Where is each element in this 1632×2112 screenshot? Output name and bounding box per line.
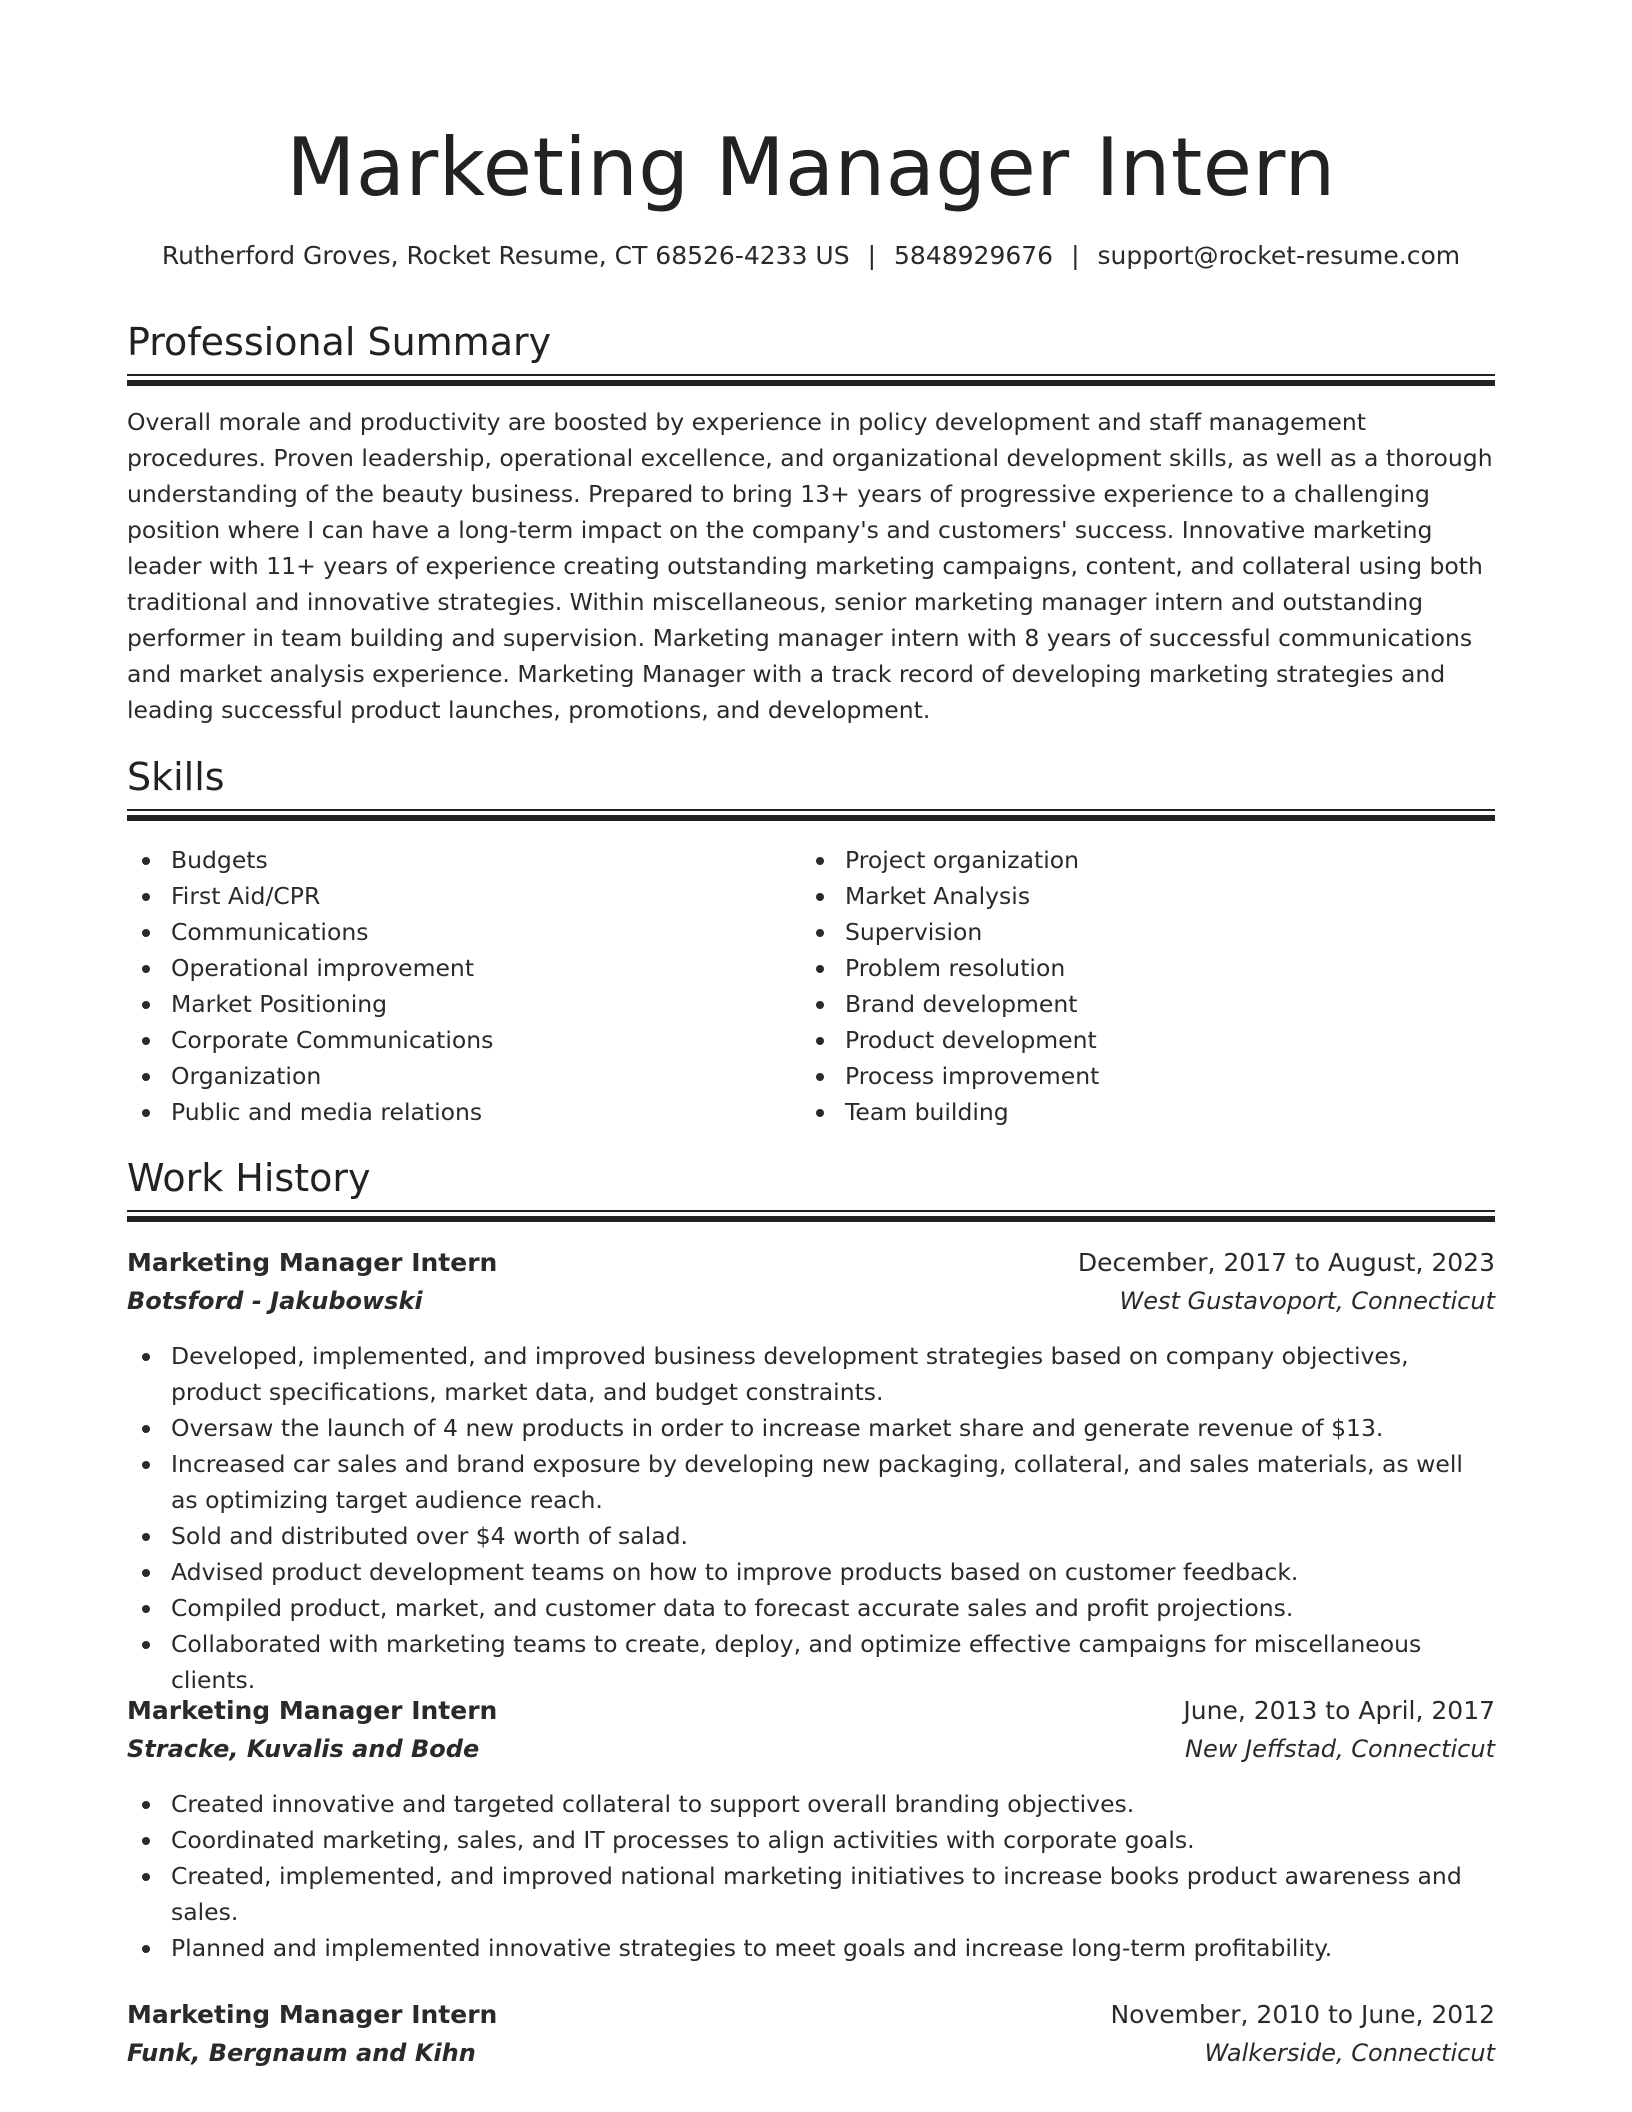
skill-item: Process improvement — [801, 1058, 1441, 1094]
skill-item: Operational improvement — [127, 950, 767, 986]
job-title: Marketing Manager Intern — [127, 2000, 498, 2029]
job-title: Marketing Manager Intern — [127, 1696, 498, 1725]
skill-item: Project organization — [801, 842, 1441, 878]
job-location: West Gustavoport, Connecticut — [1119, 1287, 1495, 1315]
skill-item: Problem resolution — [801, 950, 1441, 986]
section-heading-summary: Professional Summary — [127, 320, 552, 364]
job-header — [127, 1244, 1495, 1320]
job-bullet: Collaborated with marketing teams to create, deploy, and optimize effective campaigns for miscellaneous clients. — [127, 1626, 1495, 1698]
contact-line — [127, 238, 1495, 274]
skill-item: Organization — [127, 1058, 767, 1094]
section-divider — [127, 809, 1495, 823]
skill-item: Corporate Communications — [127, 1022, 767, 1058]
job-bullet: Advised product development teams on how to improve products based on customer feedback. — [127, 1554, 1495, 1590]
contact-separator: | — [1071, 241, 1080, 270]
job-bullet: Increased car sales and brand exposure by developing new packaging, collateral, and sales materials, as well as optimizing target audience reach. — [127, 1446, 1495, 1518]
job-location: Walkerside, Connecticut — [1204, 2039, 1495, 2067]
job-bullet: Oversaw the launch of 4 new products in order to increase market share and generate revenue of $13. — [127, 1410, 1495, 1446]
job-bullet: Created innovative and targeted collateral to support overall branding objectives. — [127, 1786, 1495, 1822]
job-bullet: Planned and implemented innovative strategies to meet goals and increase long-term profitability. — [127, 1930, 1495, 1966]
job-company: Funk, Bergnaum and Kihn — [127, 2039, 476, 2067]
resume-title: Marketing Manager Intern — [286, 121, 1336, 214]
job-header — [127, 1996, 1495, 2072]
skills-list-right — [801, 842, 1441, 1130]
job-dates: December, 2017 to August, 2023 — [1077, 1248, 1495, 1277]
contact-email[interactable]: support@rocket-resume.com — [1097, 241, 1461, 270]
job-dates: November, 2010 to June, 2012 — [1110, 2000, 1495, 2029]
job-bullet: Created, implemented, and improved national marketing initiatives to increase books product awareness and sales. — [127, 1858, 1495, 1930]
skill-item: Market Positioning — [127, 986, 767, 1022]
skill-item: Public and media relations — [127, 1094, 767, 1130]
job-bullet: Sold and distributed over $4 worth of salad. — [127, 1518, 1495, 1554]
skill-item: Team building — [801, 1094, 1441, 1130]
job-bullet: Developed, implemented, and improved business development strategies based on company objectives, product specifications, market data, and budget constraints. — [127, 1338, 1495, 1410]
skill-item: Product development — [801, 1022, 1441, 1058]
job-bullet-list — [127, 1786, 1495, 1966]
job-header — [127, 1692, 1495, 1768]
job-title: Marketing Manager Intern — [127, 1248, 498, 1277]
skills-list-left — [127, 842, 767, 1130]
job-bullet: Coordinated marketing, sales, and IT processes to align activities with corporate goals. — [127, 1822, 1495, 1858]
job-bullet-list — [127, 1338, 1495, 1698]
job-location: New Jeffstad, Connecticut — [1185, 1735, 1495, 1763]
skill-item: Brand development — [801, 986, 1441, 1022]
job-bullet: Compiled product, market, and customer data to forecast accurate sales and profit projections. — [127, 1590, 1495, 1626]
skill-item: Communications — [127, 914, 767, 950]
skill-item: Budgets — [127, 842, 767, 878]
summary-text: Overall morale and productivity are boosted by experience in policy development and staff management procedures. Proven leadership, operational excellence, and organizational development skills, as well as a thorough understanding of the beauty business. Prepared to bring 13+ years of progressive experience to a challenging position where I can have a long-term impact on the company's and customers' success. Innovative marketing leader with 11+ years of experience creating outstanding marketing campaigns, content, and collateral using both traditional and innovative strategies. Within miscellaneous, senior marketing manager intern and outstanding performer in team building and supervision. Marketing manager intern with 8 years of successful communications and market analysis experience. Marketing Manager with a track record of developing marketing strategies and leading successful product launches, promotions, and development. — [127, 408, 1493, 724]
section-divider — [127, 374, 1495, 388]
job-dates: June, 2013 to April, 2017 — [1183, 1696, 1495, 1725]
contact-address: Rutherford Groves, Rocket Resume, CT 68526-4233 US — [161, 241, 850, 270]
job-company: Stracke, Kuvalis and Bode — [127, 1735, 480, 1763]
job-company: Botsford - Jakubowski — [127, 1287, 423, 1315]
skill-item: First Aid/CPR — [127, 878, 767, 914]
section-divider — [127, 1210, 1495, 1224]
skill-item: Market Analysis — [801, 878, 1441, 914]
contact-separator: | — [867, 241, 877, 270]
section-heading-work-history: Work History — [127, 1156, 371, 1200]
section-heading-skills: Skills — [127, 755, 225, 799]
skill-item: Supervision — [801, 914, 1441, 950]
contact-phone: 5848929676 — [894, 241, 1054, 270]
